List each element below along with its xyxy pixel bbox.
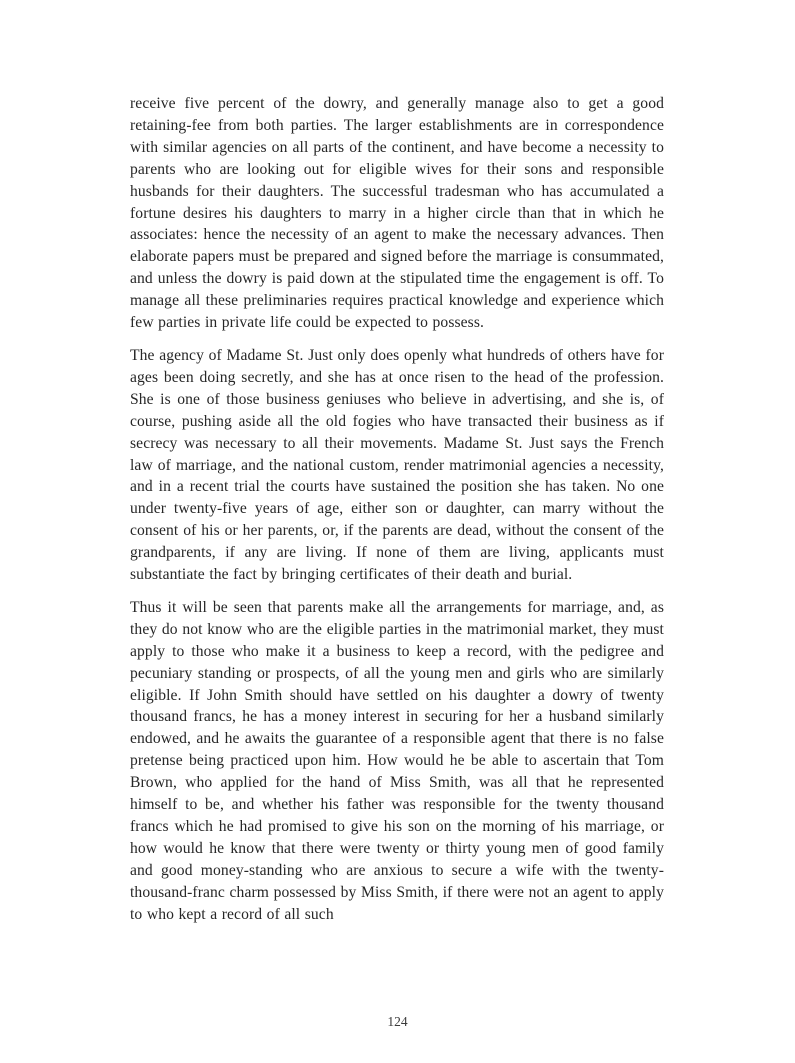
paragraph-3: Thus it will be seen that parents make all the arrangements for marriage, and, as they do not know who are the eligible parties in the matrimonial market, they must apply to those who make it a business to keep a record, with the pedigree and pecuniary standing or prospects, of all the young men and girls who are similarly eligible. If John Smith should have settled on his daughter a dowry of twenty thousand francs, he has a money interest in securing for her a husband similarly endowed, and he awaits the guarantee of a responsible agent that there is no false pretense being practiced upon him. How would he be able to ascertain that Tom Brown, who applied for the hand of Miss Smith, was all that he represented himself to be, and whether his father was responsible for the twenty thousand francs which he had promised to give his son on the morning of his marriage, or how would he know that there were twenty or thirty young men of good family and good money-standing who are anxious to secure a wife with the twenty-thousand-franc charm possessed by Miss Smith, if there were not an agent to apply to who kept a record of all such [130,598,664,923]
body-text [130,93,664,926]
paragraph-1: receive five percent of the dowry, and generally manage also to get a good retaining-fee from both parties. The larger establishments are in correspondence with similar agencies on all parts of the continent, and have become a necessity to parents who are looking out for eligible wives for their sons and responsible husbands for their daughters. The successful tradesman who has accumulated a fortune desires his daughters to marry in a higher circle than that in which he associates: hence the necessity of an agent to make the necessary advances. Then elaborate papers must be prepared and signed before the marriage is consummated, and unless the dowry is paid down at the stipulated time the engagement is off. To manage all these preliminaries requires practical knowledge and experience which few parties in private life could be expected to possess. [130,95,664,332]
page-number: 124 [387,1014,408,1029]
paragraph-2: The agency of Madame St. Just only does openly what hundreds of others have for ages been doing secretly, and she has at once risen to the head of the profession. She is one of those business geniuses who believe in advertising, and she is, of course, pushing aside all the old fogies who have transacted their business as if secrecy was necessary to all their movements. Madame St. Just says the French law of marriage, and the national custom, render matrimonial agencies a necessity, and in a recent trial the courts have sustained the position she has taken. No one under twenty-five years of age, either son or daughter, can marry without the consent of his or her parents, or, if the parents are dead, without the consent of the grandparents, if any are living. If none of them are living, applicants must substantiate the fact by bringing certificates of their death and burial. [130,346,664,584]
